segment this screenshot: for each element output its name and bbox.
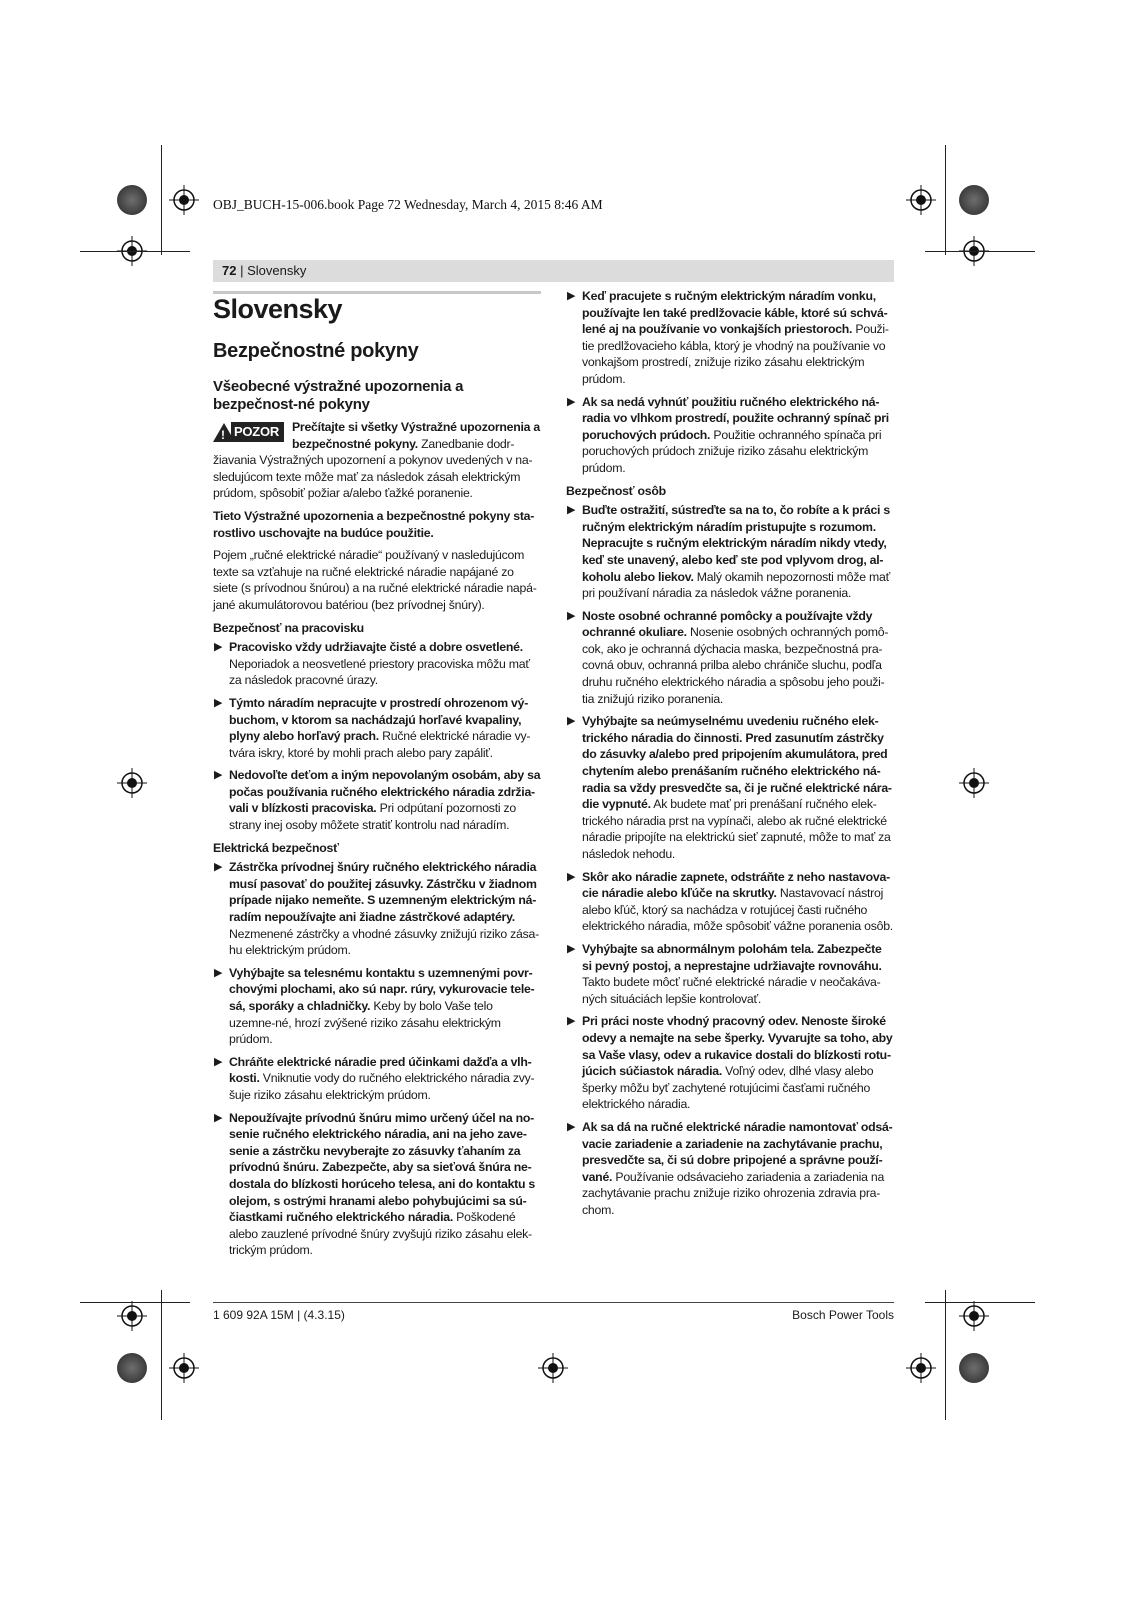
bullet-arrow-icon: ▶ (567, 1015, 576, 1028)
crop-line (945, 145, 946, 255)
list-item: ▶ Pri práci noste vhodný pracovný odev. Nenoste široké odevy a nemajte na sebe šperky. Vyvarujte sa toho, aby sa Vaše vlasy, odev a rukavice dostali do blízkosti rotu-júcich súčiastok náradia. Voľný odev, dlhé vlasy alebo šperky môžu byť zachytené rotujúcimi časťami ručného elektrického náradia. (567, 1014, 893, 1112)
list-item: ▶ Vyhýbajte sa telesnému kontaktu s uzemnenými povr-chovými plochami, ako sú napr. rúry, vykurovacie tele-sá, sporáky a chladničky. Keby by bolo Vaše telo uzemne-né, hrozí zvýšené riziko zásahu elektrickým prúdom. (214, 965, 535, 1047)
color-bar-disc (117, 1353, 147, 1383)
bullet-arrow-icon: ▶ (567, 395, 576, 408)
footer-doc-number: 1 609 92A 15M | (4.3.15) (213, 1308, 345, 1322)
footer-rule (213, 1302, 894, 1303)
list-item: ▶ Vyhýbajte sa neúmyselnému uvedeniu ručného elek-trického náradia do činnosti. Pred zasunutím zástrčky do zásuvky a/alebo pred pripojením akumulátora, pred chytením alebo prenášaním ručného elektrického ná-radia sa vždy presvedčte sa, či je ručné elektrické nára-die vypnuté. Ak budete mať pri prenášaní ručného elek-trického náradia prst na vypínači, alebo ak ručné elektrické náradie pripojíte na elektrickú sieť zapnuté, môže to mať za následok nehodu. (567, 714, 892, 861)
list-item: ▶ Pracovisko vždy udržiavajte čisté a dobre osvetlené. Neporiadok a neosvetlené priestory pracoviska môžu mať za následok pracovné úrazy. (214, 640, 530, 688)
registration-mark-icon (906, 185, 936, 215)
registration-mark-icon (538, 1353, 568, 1383)
bullet-arrow-icon: ▶ (567, 942, 576, 955)
warning-text: Zanedbanie dodr-žiavania Výstražných upozornení a pokynov uvedených v na-sledujúcom texte môže mať za následok zásah elektrickým prúdom, spôsobiť požiar a/alebo ťažké poranenie. (213, 436, 533, 501)
registration-mark-icon (117, 1301, 147, 1331)
list-item: ▶ Týmto náradím nepracujte v prostredí ohrozenom vý-buchom, v ktorom sa nachádzajú horľavé kvapaliny, plyny alebo horľavý prach. Ručné elektrické náradie vy-tvára iskry, ktoré by mohli prach alebo pary zapáliť. (214, 695, 531, 760)
print-slug: OBJ_BUCH-15-006.book Page 72 Wednesday, March 4, 2015 8:46 AM (213, 197, 603, 212)
warning-block (213, 419, 541, 502)
crop-line (925, 251, 1035, 252)
list-item: ▶ Buďte ostražití, sústreďte sa na to, čo robíte a k práci s ručným elektrickým náradím pristupujte s rozumom. Nepracujte s ručným elektrickým náradím nikdy vtedy, keď ste unavený, alebo keď ste pod vplyvom drog, al-koholu alebo liekov. Malý okamih nepozornosti môže mať pri používaní náradia za následok vážne poranenia. (567, 503, 890, 601)
bullet-arrow-icon: ▶ (567, 1120, 576, 1133)
bullet-arrow-icon: ▶ (567, 609, 576, 622)
registration-mark-icon (906, 1353, 936, 1383)
color-bar-disc (959, 1353, 989, 1383)
subheading-electrical: Elektrická bezpečnosť (213, 840, 339, 855)
crop-line (945, 1290, 946, 1420)
footer-brand: Bosch Power Tools (792, 1308, 894, 1322)
header-section: | Slovensky (240, 263, 307, 278)
page-number: 72 (222, 263, 237, 278)
warning-bold: Prečítajte si všetky Výstražné upozornenia a bezpečnostné pokyny. (291, 420, 541, 451)
bullet-arrow-icon: ▶ (214, 1055, 223, 1068)
list-item: ▶ Skôr ako náradie zapnete, odstráňte z neho nastavova-cie náradie alebo kľúče na skrutky. Nastavovací nástroj alebo kľúč, ktorý sa nachádza v rotujúcej časti ručného elektrického náradia, môže spôsobiť vážne poranenia osôb. (567, 869, 893, 934)
bullet-arrow-icon: ▶ (214, 696, 223, 709)
bullet-arrow-icon: ▶ (214, 966, 223, 979)
term-definition: Pojem „ručné elektrické náradie“ používaný v nasledujúcom texte sa vzťahuje na ručné elektrické náradie napájané zo siete (s prívodnou šnúrou) a na ručné elektrické náradie napá-jané akumulátorovou batériou (bez prívodnej šnúry). (213, 548, 537, 612)
crop-line (161, 1290, 162, 1420)
color-bar-disc (959, 185, 989, 215)
bullet-arrow-icon: ▶ (567, 870, 576, 883)
registration-mark-icon (169, 185, 199, 215)
warning-triangle-icon (213, 423, 235, 442)
bullet-arrow-icon: ▶ (567, 715, 576, 728)
right-column (566, 288, 894, 1224)
registration-mark-icon (117, 768, 147, 798)
bullet-arrow-icon: ▶ (214, 1111, 223, 1124)
page-header (213, 260, 894, 282)
list-item: ▶ Keď pracujete s ručným elektrickým náradím vonku, používajte len také predlžovacie káble, ktoré sú schvá-lené aj na používanie vo vonkajších priestoroch. Použi-tie predlžovacieho kábla, ktorý je vhodný na používanie vo vonkajšom prostredí, znižuje riziko zásahu elektrickým prúdom. (567, 289, 889, 386)
subheading-work-area: Bezpečnosť na pracovisku (213, 620, 364, 635)
list-item: ▶ Zástrčka prívodnej šnúry ručného elektrického náradia musí pasovať do použitej zásuvky. Zástrčku v žiadnom prípade nijako nemeňte. S uzemneným elektrickým ná-radím nepoužívajte ani žiadne zástrčkové adaptéry. Nezmenené zástrčky a vhodné zásuvky znižujú riziko zása-hu elektrickým prúdom. (214, 860, 539, 958)
crop-line (925, 1302, 1035, 1303)
crop-line (80, 251, 190, 252)
subheading-personal: Bezpečnosť osôb (566, 483, 666, 498)
list-item: ▶ Chráňte elektrické náradie pred účinkami dažďa a vlh-kosti. Vniknutie vody do ručného elektrického náradia zvy-šuje riziko zásahu elektrickým prúdom. (214, 1054, 535, 1102)
crop-line (161, 145, 162, 255)
registration-mark-icon (169, 1353, 199, 1383)
bullet-arrow-icon: ▶ (214, 769, 223, 782)
subsection-heading: Všeobecné výstražné upozornenia a bezpečnost-né pokyny (213, 378, 464, 413)
registration-mark-icon (959, 1301, 989, 1331)
list-item: ▶ Ak sa dá na ručné elektrické náradie namontovať odsá-vacie zariadenie a zariadenie na zachytávanie prachu, presvedčte sa, či sú dobre pripojené a správne použí-vané. Používanie odsávacieho zariadenia a zariadenia na zachytávanie prachu znižuje riziko ohrozenia zdravia pra-chom. (567, 1119, 893, 1217)
registration-mark-icon (959, 768, 989, 798)
list-item: ▶ Nepoužívajte prívodnú šnúru mimo určený účel na no-senie ručného elektrického náradia, ani na jeho zave-senie a zástrčku nevyberajte zo zásuvky ťahaním za prívodnú šnúru. Zabezpečte, aby sa sieťová šnúra ne-dostala do blízkosti horúceho telesa, ani do kontaktu s olejom, s ostrými hranami alebo pohybujúcimi sa sú-čiastkami ručného elektrického náradia. Poškodené alebo zauzlené prívodné šnúry zvyšujú riziko zásahu elek-trickým prúdom. (214, 1110, 536, 1258)
bullet-arrow-icon: ▶ (567, 504, 576, 517)
page-title: Slovensky (213, 294, 343, 324)
list-item: ▶ Vyhýbajte sa abnormálnym polohám tela. Zabezpečte si pevný postoj, a neprestajne udržiavajte rovnováhu. Takto budete môcť ručné elektrické náradie v neočakáva-ných situáciách lepšie kontrolovať. (567, 941, 882, 1006)
color-bar-disc (117, 185, 147, 215)
list-item: ▶ Noste osobné ochranné pomôcky a používajte vždy ochranné okuliare. Nosenie osobných ochranných pomô-cok, ako je ochranná dýchacia maska, bezpečnostná pra-covná obuv, ochranná prilba alebo chrániče sluchu, podľa druhu ručného elektrického náradia a spôsobu jeho použi-tia znižujú riziko poranenia. (567, 608, 889, 706)
left-column (213, 378, 541, 1265)
bullet-arrow-icon: ▶ (214, 861, 223, 874)
bullet-arrow-icon: ▶ (214, 641, 223, 654)
section-heading: Bezpečnostné pokyny (213, 340, 419, 362)
bullet-arrow-icon: ▶ (567, 290, 576, 302)
list-item: ▶ Nedovoľte deťom a iným nepovolaným osobám, aby sa počas používania ručného elektrického náradia zdržia-vali v blízkosti pracoviska. Pri odpútaní pozornosti zo strany inej osoby môžete stratiť kontrolu nad náradím. (214, 768, 541, 833)
crop-line (80, 1302, 190, 1303)
warning-label: ! POZOR (213, 422, 284, 442)
list-item: ▶ Ak sa nedá vyhnúť použitiu ručného elektrického ná-radia vo vlhkom prostredí, použite ochranný spínač pri poruchových prúdoch. Použitie ochranného spínača pri poruchových prúdoch znižuje riziko zásahu elektrickým prúdom. (567, 394, 889, 475)
keep-instructions: Tieto Výstražné upozornenia a bezpečnostné pokyny sta-rostlivo uschovajte na budúce použitie. (213, 508, 535, 540)
